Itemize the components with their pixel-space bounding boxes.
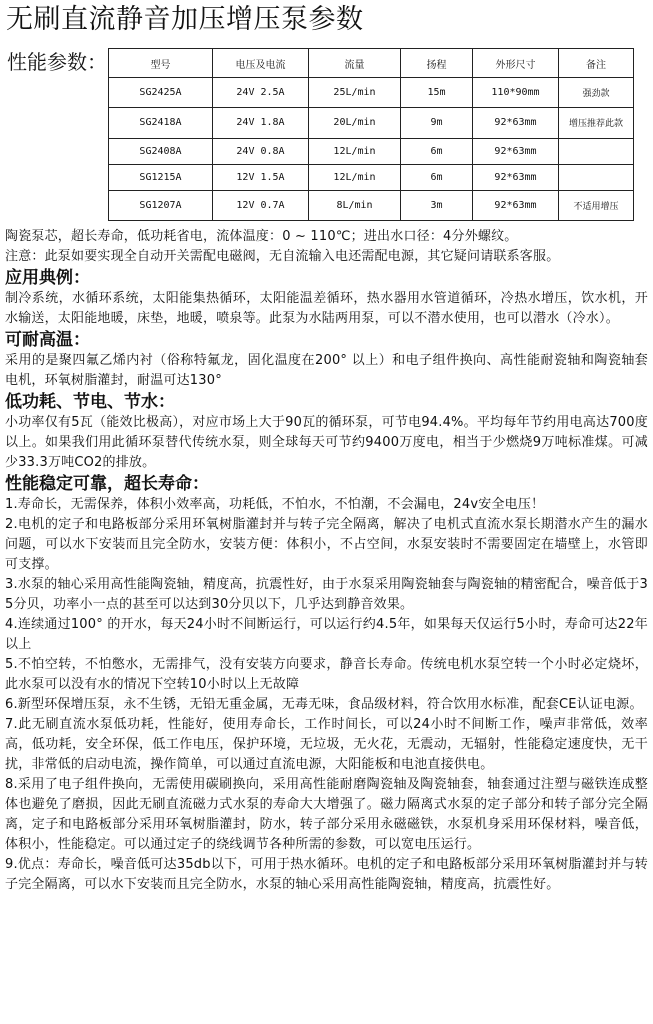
cell-voltage-current: 24V 0.8A <box>213 138 309 164</box>
intro-line: 陶瓷泵芯，超长寿命，低功耗省电，流体温度：0 ~ 110℃；进出水口径：4分外螺纹。 <box>5 229 518 244</box>
cell-flow: 8L/min <box>309 190 401 220</box>
cell-remark <box>559 164 634 190</box>
cell-head: 6m <box>401 164 473 190</box>
cell-voltage-current: 12V 0.7A <box>213 190 309 220</box>
spec-label: 性能参数： <box>7 50 107 74</box>
spec-table-header-row <box>109 49 634 78</box>
cell-flow: 12L/min <box>309 164 401 190</box>
header-flow: 流量 <box>309 49 401 78</box>
cell-remark: 强劲款 <box>559 78 634 108</box>
cell-remark: 不适用增压 <box>559 190 634 220</box>
header-dimensions: 外形尺寸 <box>473 49 559 78</box>
table-row <box>109 108 634 138</box>
cell-head: 9m <box>401 108 473 138</box>
cell-model: SG1207A <box>109 190 213 220</box>
cell-head: 3m <box>401 190 473 220</box>
cell-dimensions: 92*63mm <box>473 108 559 138</box>
reliability-item-1: 1.寿命长，无需保养，体积小效率高，功耗低，不怕水，不怕潮，不会漏电，24v安全电压！ <box>5 497 545 512</box>
header-head: 扬程 <box>401 49 473 78</box>
cell-model: SG2408A <box>109 138 213 164</box>
cell-model: SG1215A <box>109 164 213 190</box>
energy-saving-paragraph: 小功率仅有5瓦（能效比极高），对应市场上大于90瓦的循环泵，可节电94.4%。平均每年节约用电高达700度以上。如果我们用此循环泵替代传统水泵，则全球每天可节约9400万度电，相当于少燃烧9万吨标准煤。可减少33.3万吨CO2的排放。 <box>5 415 648 470</box>
cell-flow: 20L/min <box>309 108 401 138</box>
reliability-item-3: 3.水泵的轴心采用高性能陶瓷轴，精度高，抗震性好，由于水泵采用陶瓷轴套与陶瓷轴的精密配合，噪音低于35分贝，功率小一点的甚至可以达到30分贝以下，几乎达到静音效果。 <box>5 577 648 612</box>
table-row <box>109 78 634 108</box>
applications-paragraph: 制冷系统，水循环系统，太阳能集热循环，太阳能温差循环，热水器用水管道循环，冷热水增压，饮水机，开水输送，太阳能地暖，床垫，地暖，喷泉等。此泵为水陆两用泵，可以不潜水使用，也可以潜水（冷水）。 <box>5 291 648 326</box>
description-body <box>5 227 648 895</box>
cell-flow: 12L/min <box>309 138 401 164</box>
section-heading-heat-resistance: 可耐高温： <box>5 330 90 350</box>
notice-line: 注意：此泵如要实现全自动开关需配电磁阀，无自流输入电还需配电源，其它疑问请联系客服。 <box>5 249 560 264</box>
heat-resistance-paragraph: 采用的是聚四氟乙烯内衬（俗称特氟龙，固化温度在200° 以上）和电子组件换向、高性能耐瓷轴和陶瓷轴套电机，环氧树脂灌封，耐温可达130° <box>5 353 648 388</box>
reliability-item-7: 7.此无刷直流水泵低功耗，性能好，使用寿命长，工作时间长，可以24小时不间断工作，噪声非常低，效率高，低功耗，安全环保，低工作电压，保护环境，无垃圾，无火花，无震动，无辐射，性能稳定速度快，无干扰，非常低的启动电流，操作简单，可以通过直流电源，大阳能板和电池直接供电。 <box>5 717 648 772</box>
cell-dimensions: 92*63mm <box>473 138 559 164</box>
cell-voltage-current: 24V 1.8A <box>213 108 309 138</box>
cell-remark <box>559 138 634 164</box>
header-remark: 备注 <box>559 49 634 78</box>
spec-table <box>108 48 634 221</box>
cell-model: SG2418A <box>109 108 213 138</box>
table-row <box>109 190 634 220</box>
cell-model: SG2425A <box>109 78 213 108</box>
page-title: 无刷直流静音加压增压泵参数 <box>6 4 364 35</box>
table-row <box>109 138 634 164</box>
cell-voltage-current: 12V 1.5A <box>213 164 309 190</box>
reliability-item-9: 9.优点：寿命长，噪音低可达35db以下，可用于热水循环。电机的定子和电路板部分采用环氧树脂灌封并与转子完全隔离，可以水下安装而且完全防水，水泵的轴心采用高性能陶瓷轴，精度高，抗震性好。 <box>5 857 648 892</box>
reliability-item-2: 2.电机的定子和电路板部分采用环氧树脂灌封并与转子完全隔离，解决了电机式直流水泵长期潜水产生的漏水问题，可以水下安装而且完全防水，安装方便：体积小，不占空间，水泵安装时不需要固定在墙壁上，水管即可支撑。 <box>5 517 648 572</box>
cell-remark: 增压推荐此款 <box>559 108 634 138</box>
section-heading-applications: 应用典例： <box>5 268 90 288</box>
cell-dimensions: 92*63mm <box>473 190 559 220</box>
section-heading-energy-saving: 低功耗、节电、节水： <box>5 392 175 412</box>
reliability-item-4: 4.连续通过100° 的开水，每天24小时不间断运行，可以运行约4.5年，如果每天仅运行5小时，寿命可达22年以上 <box>5 617 648 652</box>
cell-dimensions: 92*63mm <box>473 164 559 190</box>
section-heading-reliability: 性能稳定可靠，超长寿命： <box>5 474 209 494</box>
cell-voltage-current: 24V 2.5A <box>213 78 309 108</box>
header-voltage-current: 电压及电流 <box>213 49 309 78</box>
reliability-item-8: 8.采用了电子组件换向，无需使用碳刷换向，采用高性能耐磨陶瓷轴及陶瓷轴套，轴套通过注塑与磁铁连成整体也避免了磨损，因此无刷直流磁力式水泵的寿命大大增强了。磁力隔离式水泵的定子部分和转子部分完全隔离，定子和电路板部分采用环氧树脂灌封，防水，转子部分采用永磁磁铁，水泵机身采用环保材料，噪音低，体积小，性能稳定。可以通过定子的绕线调节各种所需的参数，可以宽电压运行。 <box>5 777 648 852</box>
cell-head: 15m <box>401 78 473 108</box>
table-row <box>109 164 634 190</box>
cell-dimensions: 110*90mm <box>473 78 559 108</box>
cell-flow: 25L/min <box>309 78 401 108</box>
cell-head: 6m <box>401 138 473 164</box>
header-model: 型号 <box>109 49 213 78</box>
reliability-item-6: 6.新型环保增压泵，永不生锈，无铅无重金属，无毒无味，食品级材料，符合饮用水标准，配套CE认证电源。 <box>5 697 643 712</box>
reliability-item-5: 5.不怕空转，不怕憋水，无需排气，没有安装方向要求，静音长寿命。传统电机水泵空转一个小时必定烧坏，此水泵可以没有水的情况下空转10小时以上无故障 <box>5 657 648 692</box>
